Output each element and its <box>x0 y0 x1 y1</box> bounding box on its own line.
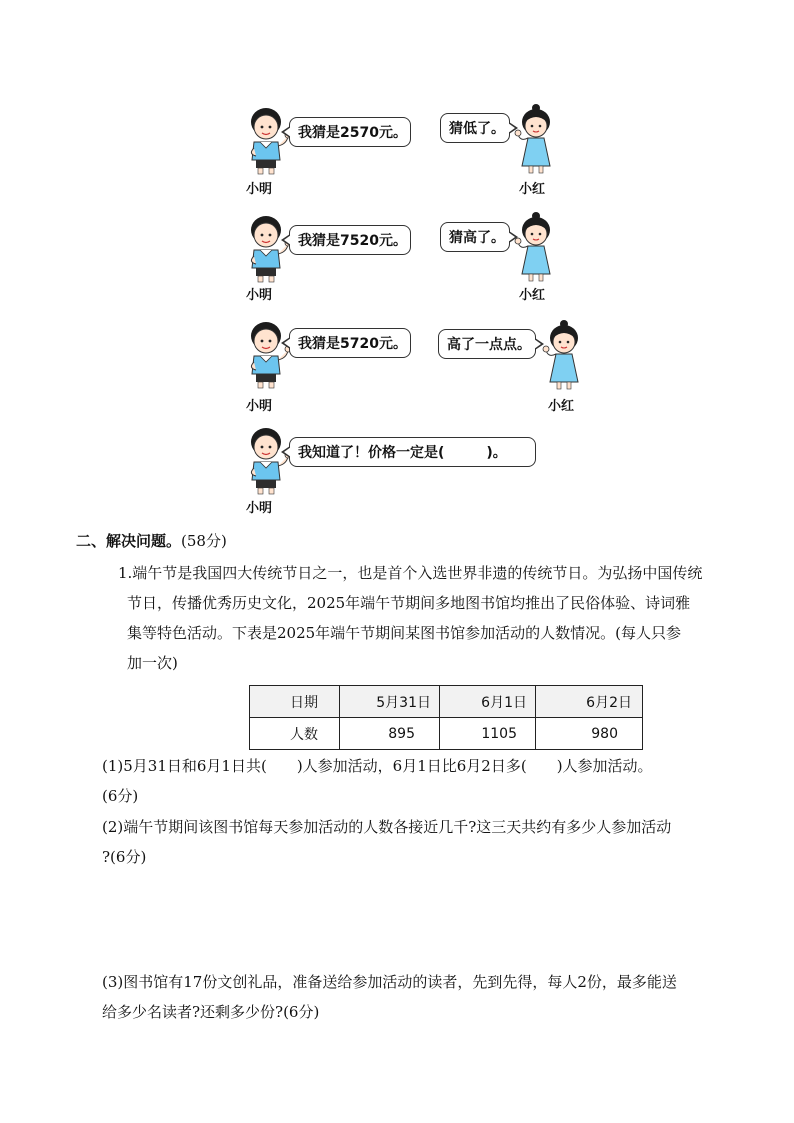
girl-name: 小红 <box>548 399 575 414</box>
boy-name: 小明 <box>246 182 273 197</box>
table-row <box>250 686 643 718</box>
sub-question-line: (1)5月31日和6月1日共( )人参加活动，6月1日比6月2日多( )人参加活动。 <box>102 757 653 775</box>
section-title: 二、解决问题。 <box>76 532 182 550</box>
table-cell: 980 <box>536 718 643 750</box>
girl-name: 小红 <box>519 288 546 303</box>
question-1-text <box>118 558 758 678</box>
table-header-cell: 日期 <box>250 686 340 718</box>
girl-speech-bubble: 高了一点点。 <box>438 329 536 359</box>
sub-question-line: 给多少名读者?还剩多少份?(6分) <box>102 1003 320 1021</box>
boy-speech-bubble: 我知道了！价格一定是( )。 <box>289 437 536 467</box>
boy-speech-bubble: 我猜是7520元。 <box>289 225 411 255</box>
attendance-table <box>249 685 643 750</box>
table-row <box>250 718 643 750</box>
table-header-cell: 6月2日 <box>536 686 643 718</box>
boy-name: 小明 <box>246 399 273 414</box>
sub-question-3 <box>102 967 762 1027</box>
sub-question-2 <box>102 812 762 872</box>
question-1-line: 1.端午节是我国四大传统节日之一，也是首个入选世界非遗的传统节日。为弘扬中国传统 <box>118 564 703 582</box>
table-header-cell: 6月1日 <box>440 686 536 718</box>
table-cell: 人数 <box>250 718 340 750</box>
boy-speech-bubble: 我猜是5720元。 <box>289 328 411 358</box>
girl-name: 小红 <box>519 182 546 197</box>
boy-illustration <box>240 104 292 176</box>
girl-speech-bubble: 猜低了。 <box>440 113 510 143</box>
girl-illustration <box>510 210 562 282</box>
boy-name: 小明 <box>246 501 273 516</box>
sub-question-line: ?(6分) <box>102 848 147 866</box>
sub-question-line: (3)图书馆有17份文创礼品，准备送给参加活动的读者，先到先得，每人2份，最多能送 <box>102 973 677 991</box>
table-cell: 1105 <box>440 718 536 750</box>
boy-name: 小明 <box>246 288 273 303</box>
table-cell: 895 <box>340 718 440 750</box>
sub-question-1 <box>102 751 762 811</box>
question-1-line: 节日，传播优秀历史文化，2025年端午节期间多地图书馆均推出了民俗体验、诗词雅 <box>127 594 691 612</box>
girl-illustration <box>538 318 590 390</box>
table-header-cell: 5月31日 <box>340 686 440 718</box>
question-1-line: 加一次) <box>127 654 178 672</box>
section-score: (58分) <box>181 532 227 550</box>
girl-speech-bubble: 猜高了。 <box>440 222 510 252</box>
girl-illustration <box>510 102 562 174</box>
boy-illustration <box>240 424 292 496</box>
question-1-line: 集等特色活动。下表是2025年端午节期间某图书馆参加活动的人数情况。(每人只参 <box>127 624 682 642</box>
boy-speech-bubble: 我猜是2570元。 <box>289 117 411 147</box>
sub-question-line: (6分) <box>102 787 139 805</box>
sub-question-line: (2)端午节期间该图书馆每天参加活动的人数各接近几千?这三天共约有多少人参加活动 <box>102 818 672 836</box>
section-heading <box>76 530 227 551</box>
boy-illustration <box>240 318 292 390</box>
boy-illustration <box>240 212 292 284</box>
